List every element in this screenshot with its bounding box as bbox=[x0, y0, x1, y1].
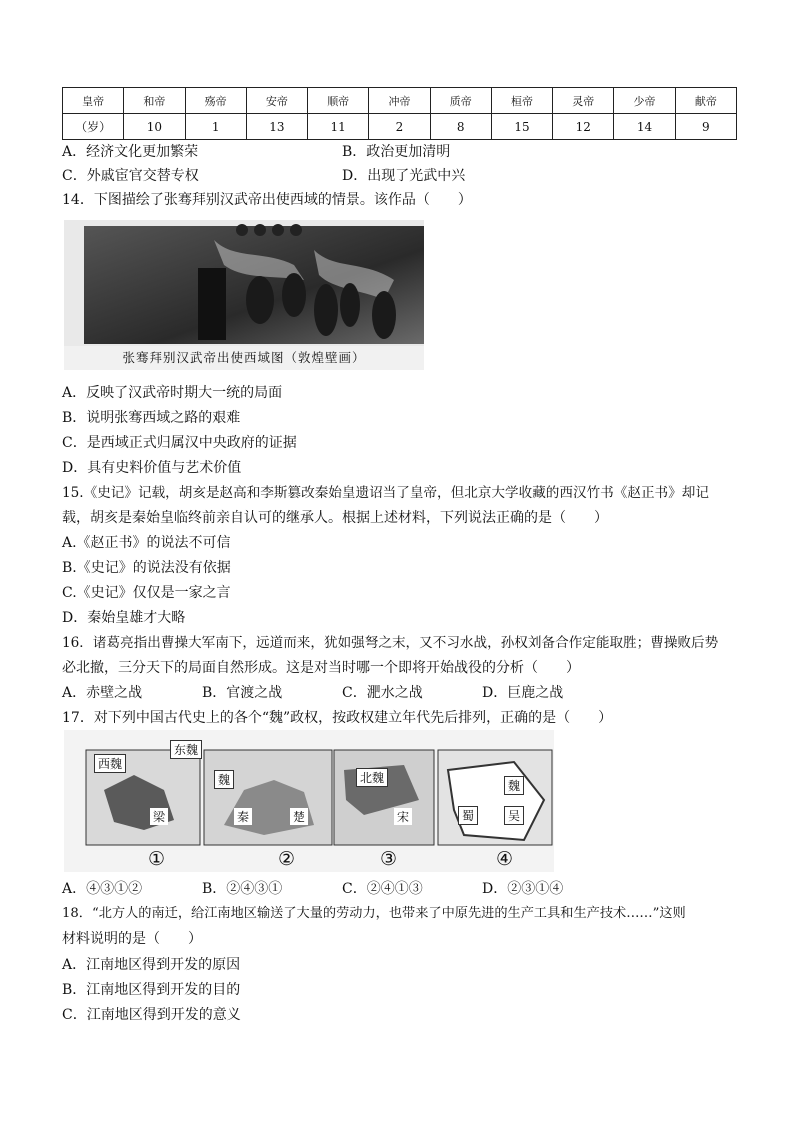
q16-option-c: C．淝水之战 bbox=[342, 685, 423, 701]
dynasty-maps-drawing bbox=[64, 730, 554, 872]
q15-stem-line1: 15.《史记》记载，胡亥是赵高和李斯篡改秦始皇遗诏当了皇帝，但北京大学收藏的西汉竹书《赵正书》却记 bbox=[62, 485, 709, 501]
q14-option-c: C．是西域正式归属汉中央政府的证据 bbox=[62, 435, 297, 451]
table-cell: 9 bbox=[675, 114, 736, 140]
map-label: 魏 bbox=[504, 776, 524, 795]
q17-stem: 17．对下列中国古代史上的各个“魏”政权，按政权建立年代先后排列，正确的是（ ） bbox=[62, 710, 613, 726]
table-cell: 12 bbox=[553, 114, 614, 140]
map-label: 楚 bbox=[290, 808, 308, 825]
q18-option-a: A．江南地区得到开发的原因 bbox=[62, 957, 241, 973]
mural-painting bbox=[64, 220, 424, 346]
q15-option-c: C.《史记》仅仅是一家之言 bbox=[62, 585, 231, 601]
q18-stem-line2: 材料说明的是（ ） bbox=[62, 931, 202, 947]
table-cell: 桓帝 bbox=[491, 88, 552, 114]
q17-option-d: D．②③①④ bbox=[482, 881, 564, 897]
table-cell: 2 bbox=[369, 114, 430, 140]
q17-option-a: A．④③①② bbox=[62, 881, 143, 897]
q17-option-c: C．②④①③ bbox=[342, 881, 423, 897]
table-cell: 少帝 bbox=[614, 88, 675, 114]
q14-stem: 14．下图描绘了张骞拜别汉武帝出使西域的情景。该作品（ ） bbox=[62, 192, 472, 208]
map-label: 梁 bbox=[150, 808, 168, 825]
q14-option-d: D．具有史料价值与艺术价值 bbox=[62, 460, 242, 476]
map-number-2: ② bbox=[278, 848, 296, 870]
table-cell: 1 bbox=[185, 114, 246, 140]
table-cell: 顺帝 bbox=[308, 88, 369, 114]
emperor-age-table bbox=[62, 87, 737, 140]
table-cell: 10 bbox=[124, 114, 185, 140]
q13-option-c: C．外戚宦官交替专权 bbox=[62, 168, 199, 184]
q15-stem-line2: 载，胡亥是秦始皇临终前亲自认可的继承人。根据上述材料，下列说法正确的是（ ） bbox=[62, 510, 608, 526]
map-number-4: ④ bbox=[496, 848, 514, 870]
table-cell: 15 bbox=[491, 114, 552, 140]
table-cell: 殇帝 bbox=[185, 88, 246, 114]
q17-option-b: B．②④③① bbox=[202, 881, 283, 897]
table-cell: 8 bbox=[430, 114, 491, 140]
q18-option-c: C．江南地区得到开发的意义 bbox=[62, 1007, 241, 1023]
table-cell: 冲帝 bbox=[369, 88, 430, 114]
q13-option-d: D．出现了光武中兴 bbox=[342, 168, 466, 184]
q16-stem-line2: 必北撤，三分天下的局面自然形成。这是对当时哪一个即将开始战役的分析（ ） bbox=[62, 660, 580, 676]
map-label: 秦 bbox=[234, 808, 252, 825]
mural-caption: 张骞拜别汉武帝出使西域图（敦煌壁画） bbox=[64, 346, 424, 370]
map-label: 魏 bbox=[214, 770, 234, 789]
table-cell: （岁） bbox=[63, 114, 124, 140]
table-cell: 14 bbox=[614, 114, 675, 140]
q13-option-b: B．政治更加清明 bbox=[342, 144, 451, 160]
map-label: 西魏 bbox=[94, 754, 126, 773]
table-cell: 13 bbox=[246, 114, 307, 140]
q18-stem-line1: 18．“北方人的南迁，给江南地区输送了大量的劳动力，也带来了中原先进的生产工具和生产技术……”这则 bbox=[62, 906, 686, 921]
q16-option-a: A．赤壁之战 bbox=[62, 685, 143, 701]
map-label: 宋 bbox=[394, 808, 412, 825]
map-label: 北魏 bbox=[356, 768, 388, 787]
table-cell: 献帝 bbox=[675, 88, 736, 114]
q16-option-d: D．巨鹿之战 bbox=[482, 685, 564, 701]
q18-option-b: B．江南地区得到开发的目的 bbox=[62, 982, 241, 998]
table-cell: 灵帝 bbox=[553, 88, 614, 114]
q14-option-b: B．说明张骞西域之路的艰难 bbox=[62, 410, 241, 426]
map-label: 吴 bbox=[504, 806, 524, 825]
map-number-3: ③ bbox=[380, 848, 398, 870]
table-cell: 皇帝 bbox=[63, 88, 124, 114]
table-cell: 安帝 bbox=[246, 88, 307, 114]
table-cell: 质帝 bbox=[430, 88, 491, 114]
q16-stem-line1: 16．诸葛亮指出曹操大军南下，远道而来，犹如强弩之末，又不习水战，孙权刘备合作定能取胜；曹操败后势 bbox=[62, 635, 719, 651]
q15-option-d: D．秦始皇雄才大略 bbox=[62, 610, 186, 626]
map-number-1: ① bbox=[148, 848, 166, 870]
q15-option-b: B.《史记》的说法没有依据 bbox=[62, 560, 231, 576]
q13-option-a: A．经济文化更加繁荣 bbox=[62, 144, 199, 160]
map-label: 蜀 bbox=[458, 806, 478, 825]
table-cell: 和帝 bbox=[124, 88, 185, 114]
q16-option-b: B．官渡之战 bbox=[202, 685, 283, 701]
dynasty-maps bbox=[64, 730, 554, 872]
table-cell: 11 bbox=[308, 114, 369, 140]
q14-option-a: A．反映了汉武帝时期大一统的局面 bbox=[62, 385, 283, 401]
map-label: 东魏 bbox=[170, 740, 202, 759]
q15-option-a: A.《赵正书》的说法不可信 bbox=[62, 535, 231, 551]
